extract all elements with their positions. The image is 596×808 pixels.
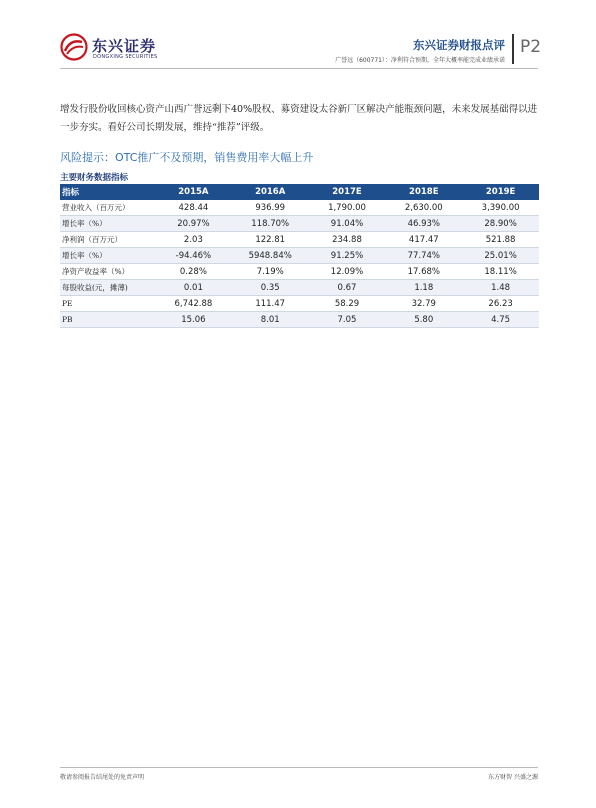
footer-rule [60, 767, 538, 768]
table-row [60, 232, 539, 248]
table-cell: 46.93% [385, 216, 462, 232]
footer-slogan: 东方财智 兴盛之源 [488, 774, 538, 781]
logo-chinese-name: 东兴证券 [92, 37, 157, 55]
table-cell: 3,390.00 [462, 200, 539, 216]
table-row [60, 312, 539, 328]
logo-emblem-icon [60, 33, 88, 61]
financial-table [60, 184, 539, 328]
table-cell: 234.88 [309, 232, 386, 248]
company-logo [60, 33, 180, 65]
table-cell: 111.47 [232, 296, 309, 312]
row-label: 净利润（百万元） [60, 232, 155, 248]
table-cell: 32.79 [385, 296, 462, 312]
table-row [60, 248, 539, 264]
row-label: PB [60, 312, 155, 328]
header-rule [60, 68, 538, 69]
table-cell: 428.44 [155, 200, 232, 216]
table-row [60, 296, 539, 312]
table-cell: 17.68% [385, 264, 462, 280]
table-cell: 20.97% [155, 216, 232, 232]
header-cell: 指标 [60, 184, 155, 200]
body-paragraph: 增发行股份收回核心资产山西广誉远剩下40%股权、募资建设太谷新厂区解决产能瓶颈问题，未来发展基础得以进一步夯实。看好公司长期发展，维持“推荐”评级。 [60, 104, 538, 133]
row-label: 每股收益(元，摊薄) [60, 280, 155, 296]
table-cell: 0.67 [309, 280, 386, 296]
table-cell: 77.74% [385, 248, 462, 264]
table-cell: 91.04% [309, 216, 386, 232]
table-cell: 0.28% [155, 264, 232, 280]
logo-english-name: DONGXING SECURITIES [93, 54, 158, 60]
risk-warning: 风险提示：OTC推广不及预期，销售费用率大幅上升 [60, 151, 314, 164]
row-label: 净资产收益率（%） [60, 264, 155, 280]
table-cell: 1.18 [385, 280, 462, 296]
table-cell: 18.11% [462, 264, 539, 280]
table-cell: 15.06 [155, 312, 232, 328]
table-cell: 25.01% [462, 248, 539, 264]
table-row [60, 200, 539, 216]
table-row [60, 264, 539, 280]
table-cell: 28.90% [462, 216, 539, 232]
table-title: 主要财务数据指标 [60, 173, 129, 183]
report-type: 东兴证券财报点评 [413, 38, 505, 52]
table-cell: 7.19% [232, 264, 309, 280]
table-cell: 417.47 [385, 232, 462, 248]
row-label: PE [60, 296, 155, 312]
report-subtitle: 广誉远（600771）：净利符合预期，全年大概率能完成业绩承诺 [335, 57, 505, 64]
table-cell: 122.81 [232, 232, 309, 248]
table-cell: -94.46% [155, 248, 232, 264]
table-cell: 1,790.00 [309, 200, 386, 216]
table-cell: 8.01 [232, 312, 309, 328]
table-cell: 4.75 [462, 312, 539, 328]
table-cell: 5948.84% [232, 248, 309, 264]
row-label: 增长率（%） [60, 248, 155, 264]
table-cell: 58.29 [309, 296, 386, 312]
header-cell: 2016A [232, 184, 309, 200]
table-cell: 91.25% [309, 248, 386, 264]
table-cell: 1.48 [462, 280, 539, 296]
row-label: 增长率（%） [60, 216, 155, 232]
table-row [60, 280, 539, 296]
row-label: 营业收入（百万元） [60, 200, 155, 216]
table-cell: 26.23 [462, 296, 539, 312]
table-cell: 2,630.00 [385, 200, 462, 216]
table-row [60, 216, 539, 232]
table-cell: 7.05 [309, 312, 386, 328]
table-cell: 118.70% [232, 216, 309, 232]
table-cell: 936.99 [232, 200, 309, 216]
header-cell: 2019E [462, 184, 539, 200]
header-divider [512, 34, 514, 64]
table-header-row [60, 184, 539, 200]
footer-disclaimer: 敬请参阅报告结尾处的免责声明 [60, 774, 145, 781]
table-cell: 0.35 [232, 280, 309, 296]
table-cell: 521.88 [462, 232, 539, 248]
table-cell: 6,742.88 [155, 296, 232, 312]
table-cell: 5.80 [385, 312, 462, 328]
header-cell: 2018E [385, 184, 462, 200]
table-cell: 0.01 [155, 280, 232, 296]
table-cell: 2.03 [155, 232, 232, 248]
table-cell: 12.09% [309, 264, 386, 280]
page-number: P2 [520, 37, 542, 57]
header-cell: 2017E [309, 184, 386, 200]
header-cell: 2015A [155, 184, 232, 200]
